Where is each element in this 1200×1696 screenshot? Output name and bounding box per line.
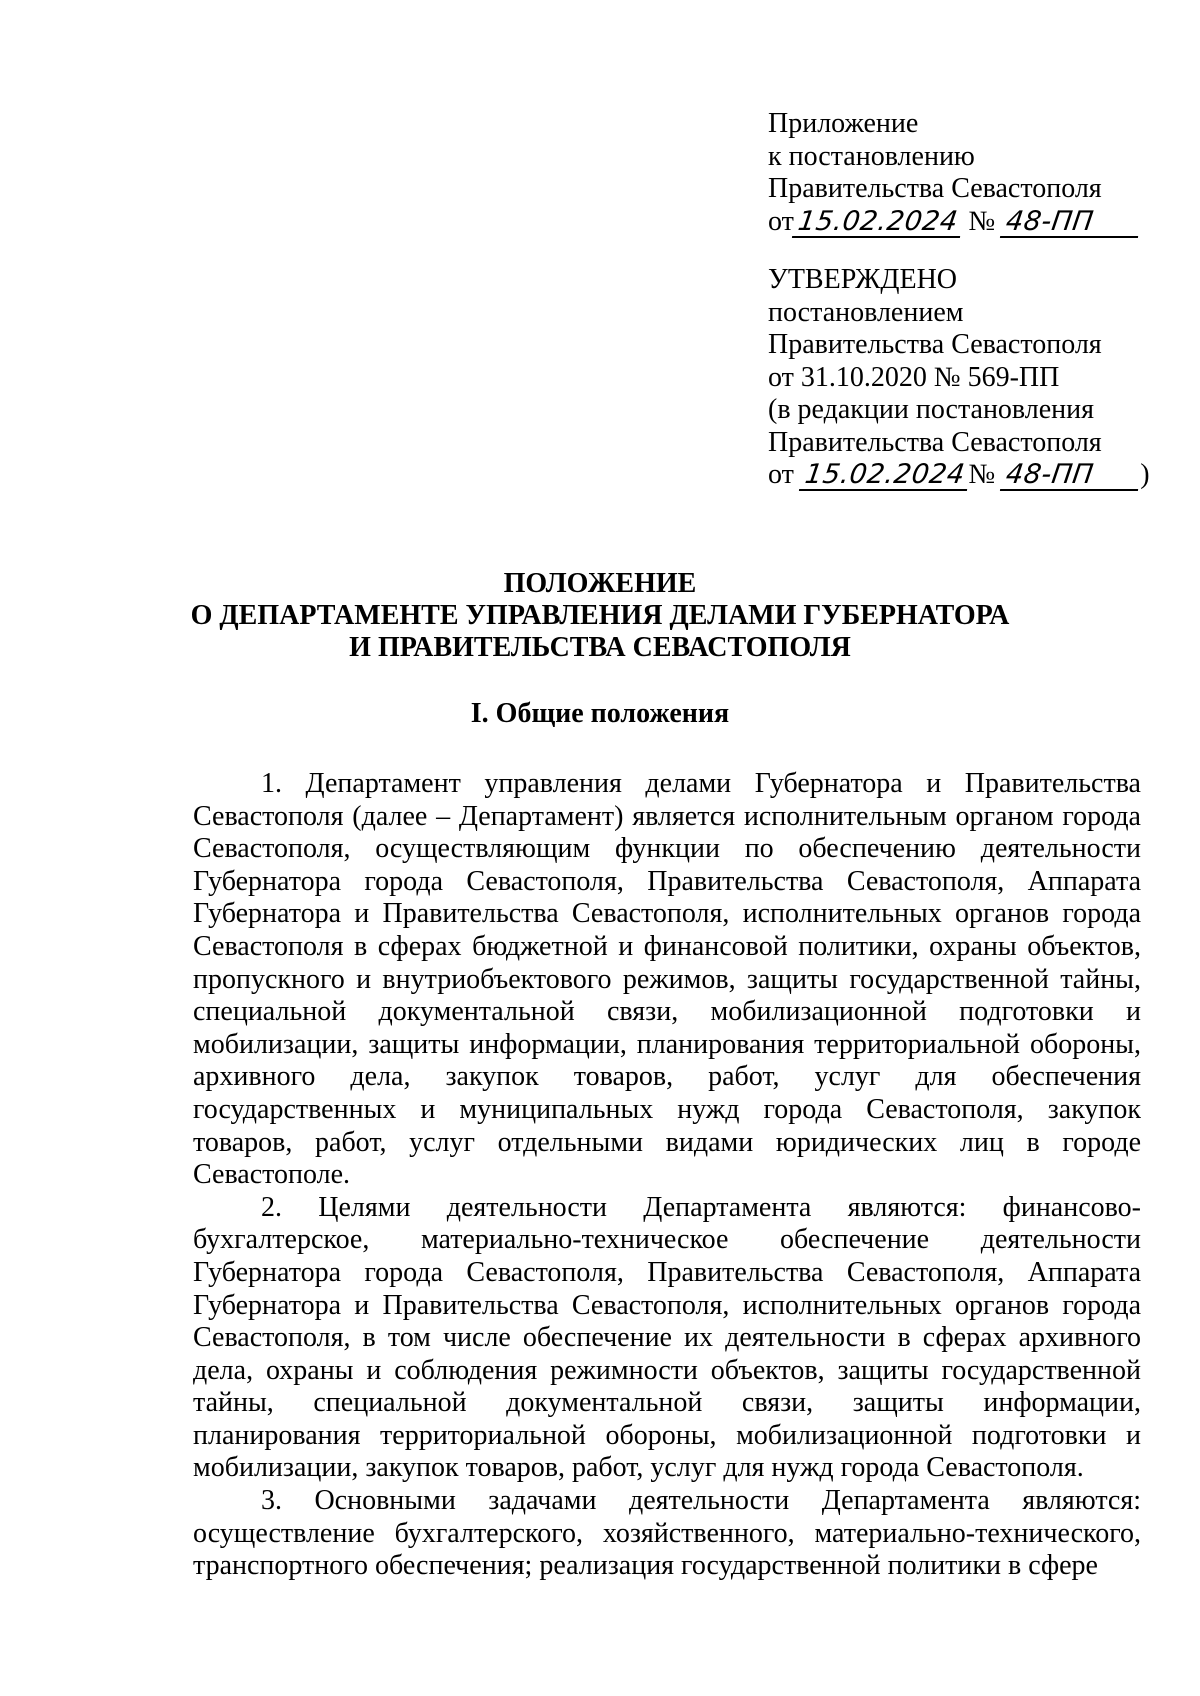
number-sign: №	[968, 205, 996, 237]
appendix-line: Приложение	[768, 108, 919, 139]
appendix-line: Правительства Севастополя	[768, 173, 1102, 204]
document-title	[0, 568, 1200, 664]
approved-line: от 31.10.2020 № 569-ПП	[768, 361, 1060, 393]
handwritten-number: 48-ПП	[1000, 461, 1142, 491]
title-line: О ДЕПАРТАМЕНТЕ УПРАВЛЕНИЯ ДЕЛАМИ ГУБЕРНАТОРА	[190, 600, 1010, 631]
approved-line: УТВЕРЖДЕНО	[768, 264, 958, 295]
approved-line: Правительства Севастополя	[768, 426, 1102, 458]
approved-line: (в редакции постановления	[768, 394, 1095, 425]
handwritten-number: 48-ПП	[1000, 208, 1142, 238]
paragraph: 2. Целями деятельности Департамента являются: финансово-бухгалтерское, материально-техническое обеспечение деятельности Губернатора города Севастополя, Правительства Севастополя, Аппарата Губернатора и Правительства Севастополя, исполнительных органов города Севастополя, в том числе обеспечение их деятельности в сферах архивного дела, охраны и соблюдения режимности объектов, защиты государственной тайны, специальной документальной связи, защиты информации, планирования территориальной обороны, мобилизационной подготовки и мобилизации, закупок товаров, работ, услуг для нужд города Севастополя.	[193, 1191, 1141, 1484]
paragraph: 1. Департамент управления делами Губернатора и Правительства Севастополя (далее – Департамент) является исполнительным органом города Севастополя, осуществляющим функции по обеспечению деятельности Губернатора города Севастополя, Правительства Севастополя, Аппарата Губернатора и Правительства Севастополя, исполнительных органов города Севастополя в сферах бюджетной и финансовой политики, охраны объектов, пропускного и внутриобъектового режимов, защиты государственной тайны, специальной документальной связи, мобилизационной подготовки и мобилизации, защиты информации, планирования территориальной обороны, архивного дела, закупок товаров, работ, услуг для обеспечения государственных и муниципальных нужд города Севастополя, закупок товаров, работ, услуг отдельными видами юридических лиц в городе Севастополе.	[193, 768, 1141, 1191]
appendix-line: к постановлению	[768, 140, 975, 172]
section-heading: I. Общие положения	[470, 698, 730, 729]
document-body	[193, 768, 1141, 1583]
approved-line: постановлением	[768, 296, 964, 328]
paragraph: 3. Основными задачами деятельности Департамента являются: осуществление бухгалтерского, хозяйственного, материально-технического, транспортного обеспечения; реализация государственной политики в сфере	[193, 1485, 1141, 1582]
title-line: И ПРАВИТЕЛЬСТВА СЕВАСТОПОЛЯ	[349, 632, 851, 663]
appendix-reference	[768, 206, 1168, 239]
approved-ref-prefix: от	[768, 459, 794, 490]
title-line: ПОЛОЖЕНИЕ	[503, 568, 697, 599]
appendix-ref-prefix: от	[768, 205, 794, 237]
appendix-header	[768, 108, 1168, 492]
handwritten-date: 15.02.2024	[792, 208, 964, 238]
handwritten-date: 15.02.2024	[799, 461, 971, 491]
approved-line: Правительства Севастополя	[768, 329, 1102, 360]
approved-reference	[768, 459, 1168, 492]
number-sign: №	[968, 459, 996, 490]
closing-parenthesis: )	[1140, 459, 1150, 490]
